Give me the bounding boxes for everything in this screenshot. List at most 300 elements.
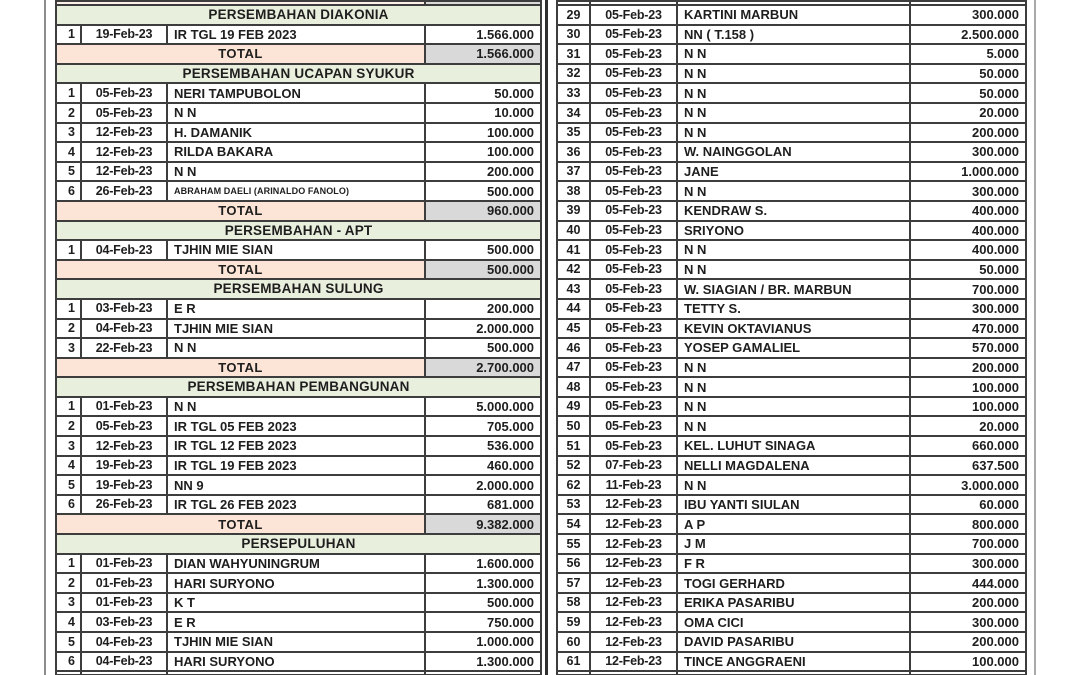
row-name-cell: N N	[677, 64, 910, 84]
total-value-cell: 1.566.000	[425, 44, 541, 64]
row-name-cell: N N	[677, 397, 910, 417]
row-name-cell: K T	[167, 593, 425, 613]
row-no-cell: 41	[557, 240, 590, 260]
row-date-cell: 01-Feb-23	[81, 554, 167, 574]
row-name-cell: N N	[677, 44, 910, 64]
total-value-cell: 9.382.000	[425, 514, 541, 534]
page-divider-right-line	[1034, 0, 1036, 675]
table-row	[557, 456, 1026, 476]
row-name-cell: H. DAMANIK	[167, 123, 425, 143]
row-date-cell: 05-Feb-23	[590, 221, 677, 241]
row-name-cell: NN ( T.158 )	[677, 25, 910, 45]
row-date-cell: 12-Feb-23	[81, 142, 167, 162]
row-name-cell: N N	[677, 475, 910, 495]
row-date-cell: 12-Feb-23	[590, 573, 677, 593]
section-header-row	[56, 64, 541, 84]
row-no-cell: 49	[557, 397, 590, 417]
table-row	[56, 612, 541, 632]
row-name-cell: N N	[677, 377, 910, 397]
table-row	[557, 416, 1026, 436]
section-header-row	[56, 377, 541, 397]
row-name-cell: NERI TAMPUBOLON	[167, 83, 425, 103]
row-date-cell: 12-Feb-23	[81, 436, 167, 456]
table-row	[557, 475, 1026, 495]
row-amount-cell: 570.000	[910, 338, 1026, 358]
row-amount-cell: 2.000.000	[425, 319, 541, 339]
partial-cell	[677, 671, 910, 675]
row-date-cell: 04-Feb-23	[81, 240, 167, 260]
row-date-cell: 05-Feb-23	[590, 123, 677, 143]
row-date-cell: 05-Feb-23	[590, 338, 677, 358]
row-amount-cell: 3.000.000	[910, 475, 1026, 495]
table-row	[557, 83, 1026, 103]
row-date-cell: 04-Feb-23	[81, 319, 167, 339]
row-date-cell: 05-Feb-23	[590, 25, 677, 45]
row-name-cell: N N	[677, 83, 910, 103]
row-name-cell: IR TGL 05 FEB 2023	[167, 416, 425, 436]
row-amount-cell: 460.000	[425, 456, 541, 476]
row-amount-cell: 1.000.000	[910, 162, 1026, 182]
row-date-cell: 05-Feb-23	[590, 416, 677, 436]
table-row	[557, 338, 1026, 358]
row-no-cell: 55	[557, 534, 590, 554]
row-amount-cell: 300.000	[910, 612, 1026, 632]
row-date-cell: 05-Feb-23	[590, 358, 677, 378]
table-row	[557, 652, 1026, 672]
row-amount-cell: 1.000.000	[425, 632, 541, 652]
table-row	[557, 103, 1026, 123]
row-amount-cell: 100.000	[910, 397, 1026, 417]
row-date-cell: 05-Feb-23	[590, 397, 677, 417]
row-date-cell: 12-Feb-23	[81, 162, 167, 182]
table-row	[557, 358, 1026, 378]
row-name-cell: N N	[677, 260, 910, 280]
row-name-cell: HARI SURYONO	[167, 652, 425, 672]
row-name-cell: N N	[677, 103, 910, 123]
row-amount-cell: 300.000	[910, 5, 1026, 25]
row-no-cell: 4	[56, 612, 81, 632]
row-name-cell: ABRAHAM DAELI (ARINALDO FANOLO)	[167, 181, 425, 201]
section-header-row	[56, 5, 541, 25]
table-row	[557, 142, 1026, 162]
row-no-cell: 44	[557, 299, 590, 319]
table-row	[557, 260, 1026, 280]
row-amount-cell: 200.000	[910, 123, 1026, 143]
section-header-row	[56, 534, 541, 554]
row-name-cell: N N	[167, 397, 425, 417]
row-no-cell: 3	[56, 436, 81, 456]
row-name-cell: ERIKA PASARIBU	[677, 593, 910, 613]
row-date-cell: 01-Feb-23	[81, 397, 167, 417]
row-name-cell: IBU YANTI SIULAN	[677, 495, 910, 515]
row-date-cell: 05-Feb-23	[590, 83, 677, 103]
row-date-cell: 05-Feb-23	[590, 5, 677, 25]
row-amount-cell: 681.000	[425, 495, 541, 515]
table-row	[557, 514, 1026, 534]
row-no-cell: 43	[557, 279, 590, 299]
row-date-cell: 19-Feb-23	[81, 25, 167, 45]
row-amount-cell: 20.000	[910, 416, 1026, 436]
row-no-cell: 5	[56, 162, 81, 182]
page-divider-left-line	[44, 0, 46, 675]
row-amount-cell: 500.000	[425, 338, 541, 358]
row-amount-cell: 1.300.000	[425, 652, 541, 672]
total-row	[56, 44, 541, 64]
row-amount-cell: 1.300.000	[425, 573, 541, 593]
table-row	[557, 397, 1026, 417]
total-label-cell: TOTAL	[56, 358, 425, 378]
table-row	[56, 632, 541, 652]
page-divider-middle-line	[545, 0, 548, 675]
row-amount-cell: 1.600.000	[425, 554, 541, 574]
row-no-cell: 30	[557, 25, 590, 45]
row-date-cell: 07-Feb-23	[590, 456, 677, 476]
row-no-cell: 1	[56, 240, 81, 260]
row-no-cell: 29	[557, 5, 590, 25]
table-row	[56, 299, 541, 319]
row-name-cell: NN 9	[167, 475, 425, 495]
row-date-cell: 05-Feb-23	[590, 103, 677, 123]
row-no-cell: 1	[56, 554, 81, 574]
row-no-cell: 47	[557, 358, 590, 378]
row-date-cell: 26-Feb-23	[81, 181, 167, 201]
row-name-cell: W. NAINGGOLAN	[677, 142, 910, 162]
row-amount-cell: 637.500	[910, 456, 1026, 476]
row-no-cell: 2	[56, 416, 81, 436]
row-name-cell: W. SIAGIAN / BR. MARBUN	[677, 279, 910, 299]
row-amount-cell: 200.000	[425, 299, 541, 319]
row-amount-cell: 50.000	[910, 260, 1026, 280]
row-name-cell: IR TGL 19 FEB 2023	[167, 25, 425, 45]
row-date-cell: 12-Feb-23	[590, 514, 677, 534]
row-amount-cell: 705.000	[425, 416, 541, 436]
row-no-cell: 1	[56, 83, 81, 103]
table-row	[56, 181, 541, 201]
row-date-cell: 12-Feb-23	[590, 495, 677, 515]
row-no-cell: 61	[557, 652, 590, 672]
row-amount-cell: 700.000	[910, 534, 1026, 554]
row-name-cell: N N	[167, 338, 425, 358]
row-amount-cell: 10.000	[425, 103, 541, 123]
row-name-cell: NELLI MAGDALENA	[677, 456, 910, 476]
row-date-cell: 05-Feb-23	[590, 436, 677, 456]
total-row	[56, 514, 541, 534]
row-date-cell: 19-Feb-23	[81, 475, 167, 495]
table-row	[56, 103, 541, 123]
row-amount-cell: 500.000	[425, 593, 541, 613]
row-no-cell: 60	[557, 632, 590, 652]
row-no-cell: 57	[557, 573, 590, 593]
table-row	[557, 240, 1026, 260]
row-date-cell: 05-Feb-23	[590, 64, 677, 84]
row-date-cell: 03-Feb-23	[81, 299, 167, 319]
table-row	[557, 554, 1026, 574]
row-name-cell: N N	[677, 416, 910, 436]
row-name-cell: DAVID PASARIBU	[677, 632, 910, 652]
row-amount-cell: 500.000	[425, 240, 541, 260]
row-date-cell: 12-Feb-23	[590, 652, 677, 672]
row-name-cell: TJHIN MIE SIAN	[167, 319, 425, 339]
row-name-cell: KEVIN OKTAVIANUS	[677, 319, 910, 339]
row-no-cell: 2	[56, 573, 81, 593]
table-row	[557, 25, 1026, 45]
row-no-cell: 40	[557, 221, 590, 241]
row-date-cell: 05-Feb-23	[590, 319, 677, 339]
row-name-cell: TJHIN MIE SIAN	[167, 632, 425, 652]
row-name-cell: RILDA BAKARA	[167, 142, 425, 162]
row-name-cell: N N	[167, 162, 425, 182]
row-name-cell: OMA CICI	[677, 612, 910, 632]
row-no-cell: 34	[557, 103, 590, 123]
row-name-cell: N N	[167, 103, 425, 123]
row-amount-cell: 100.000	[910, 652, 1026, 672]
table-row	[56, 652, 541, 672]
total-value-cell: 2.700.000	[425, 358, 541, 378]
row-no-cell: 46	[557, 338, 590, 358]
section-title: PERSEMBAHAN UCAPAN SYUKUR	[56, 64, 541, 84]
row-amount-cell: 50.000	[910, 64, 1026, 84]
row-date-cell: 22-Feb-23	[81, 338, 167, 358]
row-amount-cell: 20.000	[910, 103, 1026, 123]
table-row	[56, 495, 541, 515]
row-amount-cell: 444.000	[910, 573, 1026, 593]
row-date-cell: 05-Feb-23	[590, 181, 677, 201]
row-date-cell: 05-Feb-23	[590, 260, 677, 280]
row-date-cell: 05-Feb-23	[590, 279, 677, 299]
table-row	[557, 181, 1026, 201]
table-row	[56, 319, 541, 339]
row-date-cell: 12-Feb-23	[590, 534, 677, 554]
row-no-cell: 38	[557, 181, 590, 201]
table-row	[56, 142, 541, 162]
row-name-cell: E R	[167, 612, 425, 632]
table-row	[56, 456, 541, 476]
table-row	[557, 573, 1026, 593]
row-no-cell: 2	[56, 319, 81, 339]
row-amount-cell: 100.000	[425, 123, 541, 143]
total-value-cell: 960.000	[425, 201, 541, 221]
row-amount-cell: 300.000	[910, 299, 1026, 319]
row-amount-cell: 50.000	[425, 83, 541, 103]
row-no-cell: 59	[557, 612, 590, 632]
total-label-cell: TOTAL	[56, 44, 425, 64]
table-row	[557, 299, 1026, 319]
row-no-cell: 31	[557, 44, 590, 64]
table-row	[557, 64, 1026, 84]
row-name-cell: KENDRAW S.	[677, 201, 910, 221]
table-row	[557, 5, 1026, 25]
row-name-cell: E R	[167, 299, 425, 319]
row-name-cell: N N	[677, 123, 910, 143]
row-name-cell: KARTINI MARBUN	[677, 5, 910, 25]
row-no-cell: 52	[557, 456, 590, 476]
table-row	[56, 416, 541, 436]
row-name-cell: YOSEP GAMALIEL	[677, 338, 910, 358]
row-name-cell: J M	[677, 534, 910, 554]
row-amount-cell: 200.000	[425, 162, 541, 182]
row-amount-cell: 400.000	[910, 221, 1026, 241]
row-name-cell: TOGI GERHARD	[677, 573, 910, 593]
row-amount-cell: 50.000	[910, 83, 1026, 103]
row-date-cell: 05-Feb-23	[590, 377, 677, 397]
row-amount-cell: 400.000	[910, 240, 1026, 260]
row-name-cell: N N	[677, 240, 910, 260]
row-name-cell: SRIYONO	[677, 221, 910, 241]
row-name-cell: IR TGL 19 FEB 2023	[167, 456, 425, 476]
row-name-cell: A P	[677, 514, 910, 534]
row-date-cell: 19-Feb-23	[81, 456, 167, 476]
partial-cell	[590, 671, 677, 675]
table-row	[557, 123, 1026, 143]
row-amount-cell: 200.000	[910, 632, 1026, 652]
offering-table-left	[55, 0, 542, 675]
row-no-cell: 58	[557, 593, 590, 613]
row-no-cell: 6	[56, 495, 81, 515]
section-header-row	[56, 221, 541, 241]
row-amount-cell: 470.000	[910, 319, 1026, 339]
row-no-cell: 54	[557, 514, 590, 534]
offering-table-right	[556, 0, 1027, 675]
row-no-cell: 5	[56, 475, 81, 495]
partial-cell	[56, 671, 81, 675]
row-amount-cell: 60.000	[910, 495, 1026, 515]
row-no-cell: 53	[557, 495, 590, 515]
row-name-cell: TETTY S.	[677, 299, 910, 319]
row-no-cell: 35	[557, 123, 590, 143]
total-label-cell: TOTAL	[56, 201, 425, 221]
row-name-cell: TJHIN MIE SIAN	[167, 240, 425, 260]
section-title: PERSEMBAHAN SULUNG	[56, 279, 541, 299]
row-no-cell: 2	[56, 103, 81, 123]
total-row	[56, 260, 541, 280]
table-row	[557, 44, 1026, 64]
table-row	[557, 593, 1026, 613]
table-row	[557, 162, 1026, 182]
table-row	[557, 534, 1026, 554]
table-row	[557, 632, 1026, 652]
row-date-cell: 05-Feb-23	[590, 201, 677, 221]
row-amount-cell: 300.000	[910, 181, 1026, 201]
row-amount-cell: 536.000	[425, 436, 541, 456]
total-value-cell: 500.000	[425, 260, 541, 280]
row-name-cell: KEL. LUHUT SINAGA	[677, 436, 910, 456]
row-amount-cell: 100.000	[425, 142, 541, 162]
row-date-cell: 12-Feb-23	[590, 632, 677, 652]
row-amount-cell: 200.000	[910, 358, 1026, 378]
row-amount-cell: 100.000	[910, 377, 1026, 397]
row-date-cell: 26-Feb-23	[81, 495, 167, 515]
row-amount-cell: 2.500.000	[910, 25, 1026, 45]
row-no-cell: 36	[557, 142, 590, 162]
row-date-cell: 05-Feb-23	[590, 142, 677, 162]
row-amount-cell: 1.566.000	[425, 25, 541, 45]
row-date-cell: 11-Feb-23	[590, 475, 677, 495]
row-amount-cell: 5.000	[910, 44, 1026, 64]
row-no-cell: 6	[56, 652, 81, 672]
row-amount-cell: 800.000	[910, 514, 1026, 534]
table-row	[557, 436, 1026, 456]
row-amount-cell: 5.000.000	[425, 397, 541, 417]
table-row	[56, 475, 541, 495]
table-row	[557, 201, 1026, 221]
table-row	[56, 83, 541, 103]
table-row	[56, 554, 541, 574]
row-date-cell: 12-Feb-23	[590, 612, 677, 632]
row-no-cell: 62	[557, 475, 590, 495]
total-row	[56, 201, 541, 221]
table-row	[557, 319, 1026, 339]
row-name-cell: N N	[677, 181, 910, 201]
partial-cell	[557, 671, 590, 675]
row-date-cell: 05-Feb-23	[81, 103, 167, 123]
row-amount-cell: 200.000	[910, 593, 1026, 613]
partial-cell	[81, 671, 167, 675]
row-date-cell: 03-Feb-23	[81, 612, 167, 632]
row-name-cell: IR TGL 26 FEB 2023	[167, 495, 425, 515]
table-row	[56, 25, 541, 45]
row-no-cell: 3	[56, 123, 81, 143]
total-label-cell: TOTAL	[56, 514, 425, 534]
table-row	[56, 573, 541, 593]
table-row	[56, 338, 541, 358]
row-date-cell: 05-Feb-23	[590, 162, 677, 182]
row-no-cell: 45	[557, 319, 590, 339]
table-row	[56, 397, 541, 417]
table-row	[56, 593, 541, 613]
partial-cell	[167, 671, 425, 675]
row-amount-cell: 660.000	[910, 436, 1026, 456]
row-name-cell: JANE	[677, 162, 910, 182]
table-row	[56, 162, 541, 182]
row-amount-cell: 500.000	[425, 181, 541, 201]
row-no-cell: 3	[56, 338, 81, 358]
row-date-cell: 05-Feb-23	[81, 83, 167, 103]
section-header-row	[56, 279, 541, 299]
row-date-cell: 05-Feb-23	[590, 240, 677, 260]
row-name-cell: TINCE ANGGRAENI	[677, 652, 910, 672]
partial-cell	[910, 671, 1026, 675]
row-date-cell: 04-Feb-23	[81, 632, 167, 652]
row-amount-cell: 300.000	[910, 142, 1026, 162]
table-row	[557, 495, 1026, 515]
table-row	[557, 221, 1026, 241]
table-row	[557, 279, 1026, 299]
row-no-cell: 33	[557, 83, 590, 103]
row-no-cell: 5	[56, 632, 81, 652]
row-name-cell: HARI SURYONO	[167, 573, 425, 593]
table-row	[56, 436, 541, 456]
section-title: PERSEMBAHAN DIAKONIA	[56, 5, 541, 25]
row-amount-cell: 400.000	[910, 201, 1026, 221]
row-amount-cell: 750.000	[425, 612, 541, 632]
row-date-cell: 12-Feb-23	[590, 593, 677, 613]
row-no-cell: 4	[56, 456, 81, 476]
total-label-cell: TOTAL	[56, 260, 425, 280]
row-date-cell: 05-Feb-23	[590, 299, 677, 319]
partial-cell	[425, 671, 541, 675]
row-no-cell: 37	[557, 162, 590, 182]
row-name-cell: F R	[677, 554, 910, 574]
row-no-cell: 42	[557, 260, 590, 280]
row-date-cell: 04-Feb-23	[81, 652, 167, 672]
table-row	[56, 123, 541, 143]
table-row	[56, 240, 541, 260]
row-no-cell: 48	[557, 377, 590, 397]
section-title: PERSEMBAHAN PEMBANGUNAN	[56, 377, 541, 397]
row-amount-cell: 2.000.000	[425, 475, 541, 495]
table-row	[557, 377, 1026, 397]
row-no-cell: 39	[557, 201, 590, 221]
